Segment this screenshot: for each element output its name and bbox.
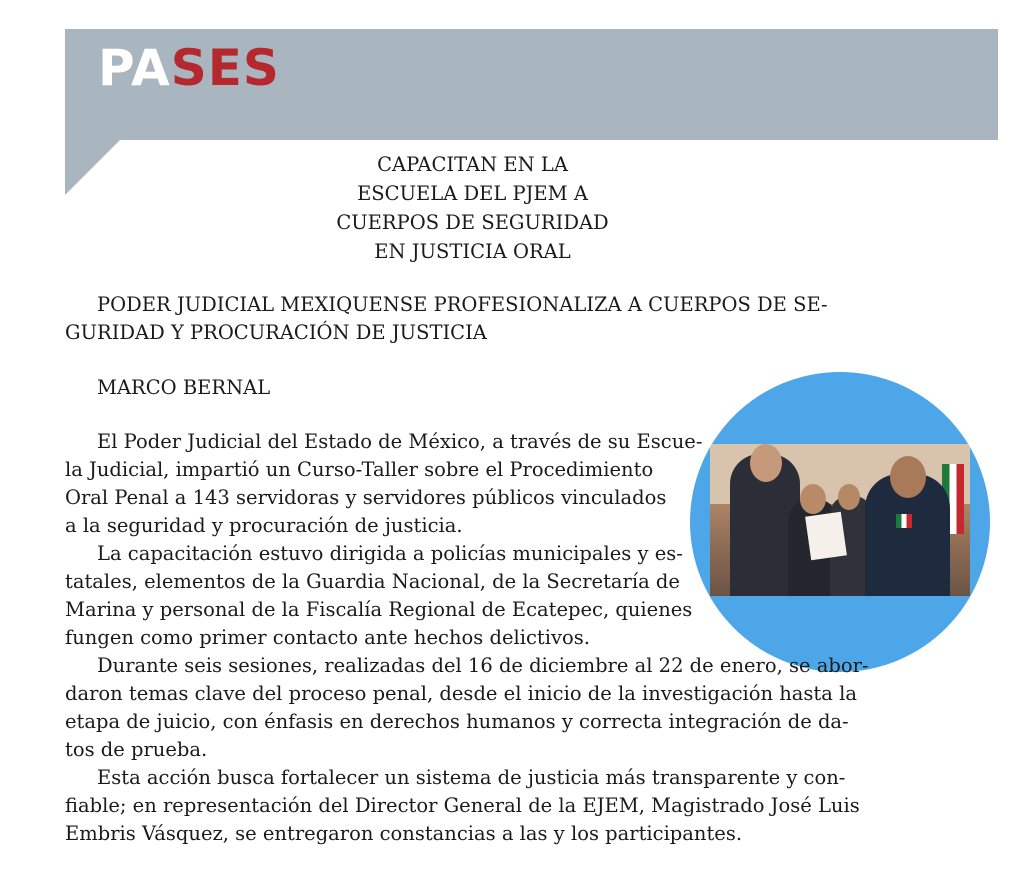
logo-part-2: SES: [170, 39, 280, 97]
body-line: tos de prueba.: [65, 738, 208, 761]
body-line: Esta acción busca fortalecer un sistema de justicia más transparente y con-: [97, 766, 846, 789]
title-line: CAPACITAN EN LA: [377, 153, 568, 176]
body-line: la Judicial, impartió un Curso-Taller sobre el Procedimiento: [65, 458, 654, 481]
body-line: fiable; en representación del Director General de la EJEM, Magistrado José Luis: [65, 794, 860, 817]
body-line: La capacitación estuvo dirigida a policías municipales y es-: [97, 542, 683, 565]
body-line: tatales, elementos de la Guardia Nacional, de la Secretaría de: [65, 570, 680, 593]
subtitle-line: PODER JUDICIAL MEXIQUENSE PROFESIONALIZA A CUERPOS DE SE-: [97, 293, 828, 316]
title-line: CUERPOS DE SEGURIDAD: [336, 211, 609, 234]
body-line: daron temas clave del proceso penal, desde el inicio de la investigación hasta la: [65, 682, 857, 705]
article-body: [65, 428, 869, 848]
banner-fold: [65, 140, 120, 195]
body-line: a la seguridad y procuración de justicia.: [65, 514, 463, 537]
body-line: fungen como primer contacto ante hechos delictivos.: [65, 626, 590, 649]
body-line: Durante seis sesiones, realizadas del 16 de diciembre al 22 de enero, se abor-: [97, 654, 869, 677]
article-author: MARCO BERNAL: [97, 376, 271, 399]
body-line: Oral Penal a 143 servidoras y servidores públicos vinculados: [65, 486, 667, 509]
subtitle-line: GURIDAD Y PROCURACIÓN DE JUSTICIA: [65, 321, 487, 344]
body-line: Embris Vásquez, se entregaron constancias a las y los participantes.: [65, 822, 743, 845]
title-line: EN JUSTICIA ORAL: [374, 240, 571, 263]
body-line: etapa de juicio, con énfasis en derechos humanos y correcta integración de da-: [65, 710, 849, 733]
title-line: ESCUELA DEL PJEM A: [357, 182, 588, 205]
body-line: Marina y personal de la Fiscalía Regional de Ecatepec, quienes: [65, 598, 693, 621]
section-logo: [98, 40, 280, 96]
article-title: [300, 150, 645, 266]
body-line: El Poder Judicial del Estado de México, a través de su Escue-: [97, 430, 703, 453]
article-subtitle: [65, 291, 855, 347]
logo-part-1: PA: [98, 39, 171, 97]
